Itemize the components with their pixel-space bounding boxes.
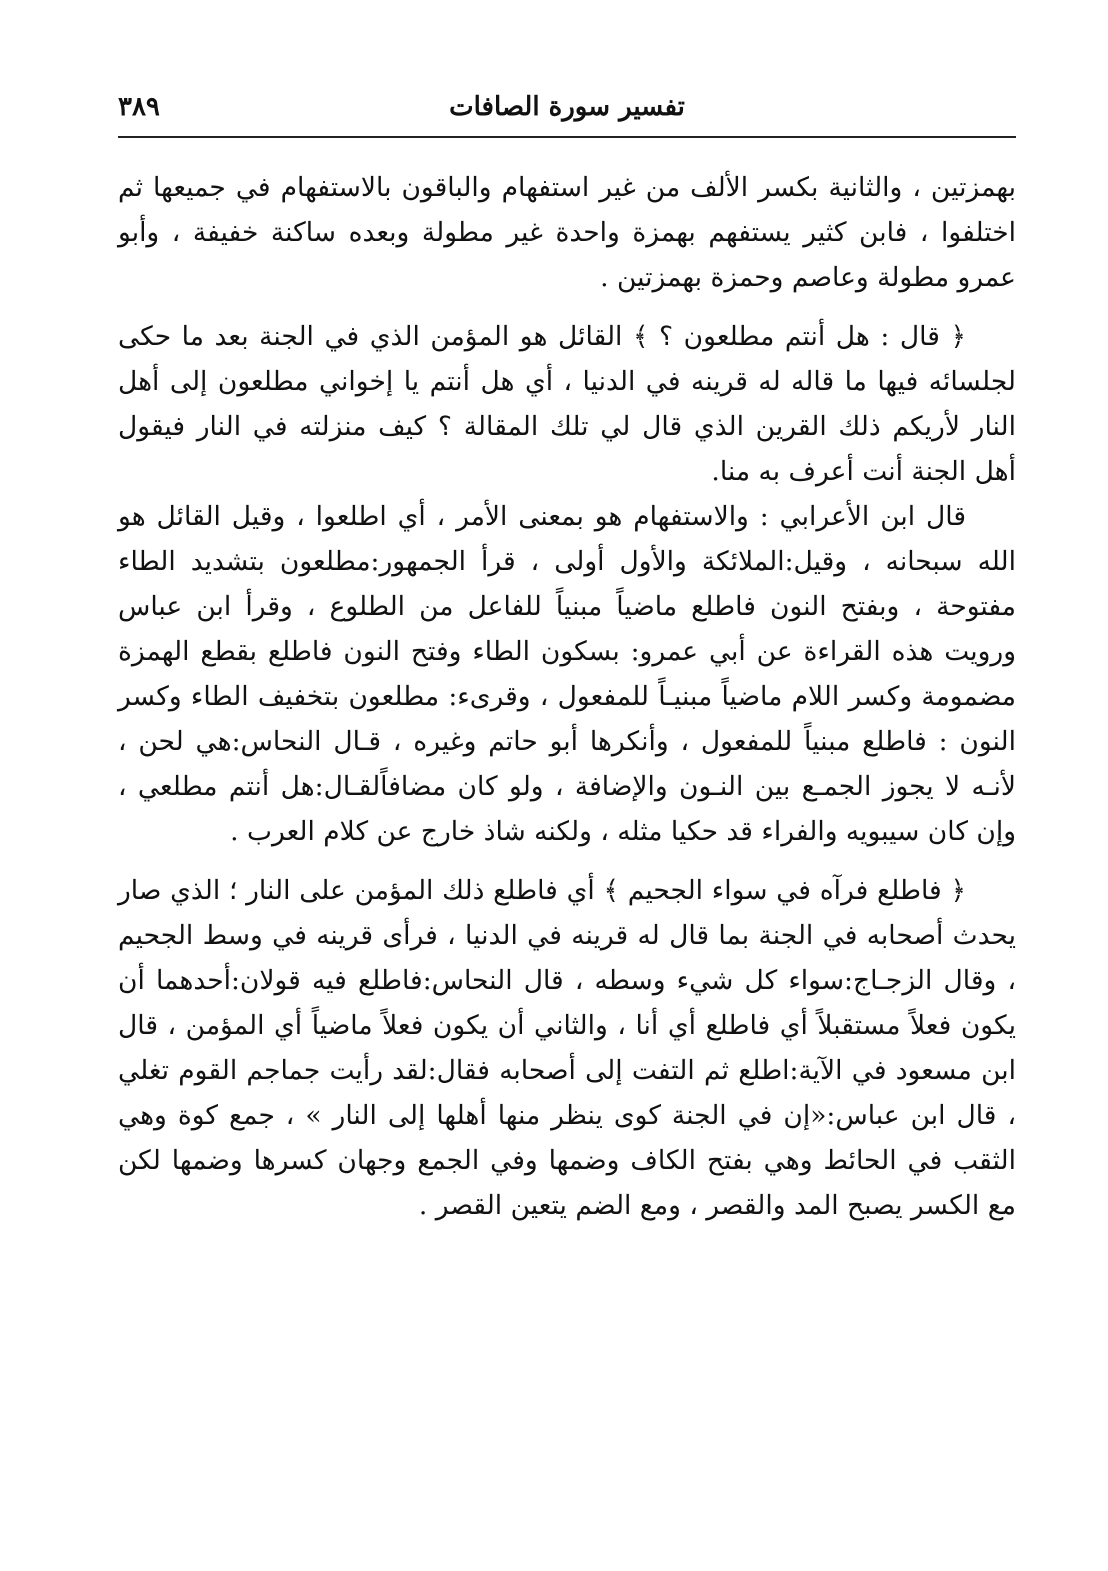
paragraph-4: ﴿ فاطلع فرآه في سواء الجحيم ﴾ أي فاطلع ذلك المؤمن على النار ؛ الذي صار يحدث أصحابه في الجنة بما قال له قرينه في الدنيا ، فرأى قرينه في وسط الجحيم ، وقال الزجـاج:سواء كل شيء وسطه ، قال النحاس:فاطلع فيه قولان:أحدهما أن يكون فعلاً مستقبلاً أي فاطلع أي أنا ، والثاني أن يكون فعلاً ماضياً أي المؤمن ، قال ابن مسعود في الآية:اطلع ثم التفت إلى أصحابه فقال:لقد رأيت جماجم القوم تغلي ، قال ابن عباس:«إن في الجنة كوى ينظر منها أهلها إلى النار » ، جمع كوة وهي الثقب في الحائط وهي بفتح الكاف وضمها وفي الجمع وجهان كسرها وضمها لكن مع الكسر يصبح المد والقصر ، ومع الضم يتعين القصر . — [118, 875, 1016, 1221]
page-header — [118, 88, 1016, 138]
body-text — [118, 165, 1016, 1228]
paragraph-2: ﴿ قال : هل أنتم مطلعون ؟ ﴾ القائل هو المؤمن الذي في الجنة بعد ما حكى لجلسائه فيها ما قاله له قرينه في الدنيا ، أي هل أنتم يا إخواني مطلعون إلى أهل النار لأريكم ذلك القرين الذي قال لي تلك المقالة ؟ كيف منزلته في النار فيقول أهل الجنة أنت أعرف به منا. — [118, 321, 1016, 487]
running-title: تفسير سورة الصافات — [449, 92, 685, 122]
page-number: ٣٨٩ — [118, 92, 160, 122]
paragraph-1: بهمزتين ، والثانية بكسر الألف من غير استفهام والباقون بالاستفهام في جميعها ثم اختلفوا ، فابن كثير يستفهم بهمزة واحدة غير مطولة وبعده ساكنة خفيفة ، وأبو عمرو مطولة وعاصم وحمزة بهمزتين . — [118, 172, 1016, 293]
paragraph-3: قال ابن الأعرابي : والاستفهام هو بمعنى الأمر ، أي اطلعوا ، وقيل القائل هو الله سبحانه ، وقيل:الملائكة والأول أولى ، قرأ الجمهور:مطلعون بتشديد الطاء مفتوحة ، وبفتح النون فاطلع ماضياً مبنياً للفاعل من الطلوع ، وقرأ ابن عباس ورويت هذه القراءة عن أبي عمرو: بسكون الطاء وفتح النون فاطلع بقطع الهمزة مضمومة وكسر اللام ماضياً مبنيـاً للمفعول ، وقرىء: مطلعون بتخفيف الطاء وكسر النون : فاطلع مبنياً للمفعول ، وأنكرها أبو حاتم وغيره ، قـال النحاس:هي لحن ، لأنـه لا يجوز الجمـع بين النـون والإضافة ، ولو كان مضافاًلقـال:هل أنتم مطلعي ، وإن كان سيبويه والفراء قد حكيا مثله ، ولكنه شاذ خارج عن كلام العرب . — [118, 501, 1016, 847]
